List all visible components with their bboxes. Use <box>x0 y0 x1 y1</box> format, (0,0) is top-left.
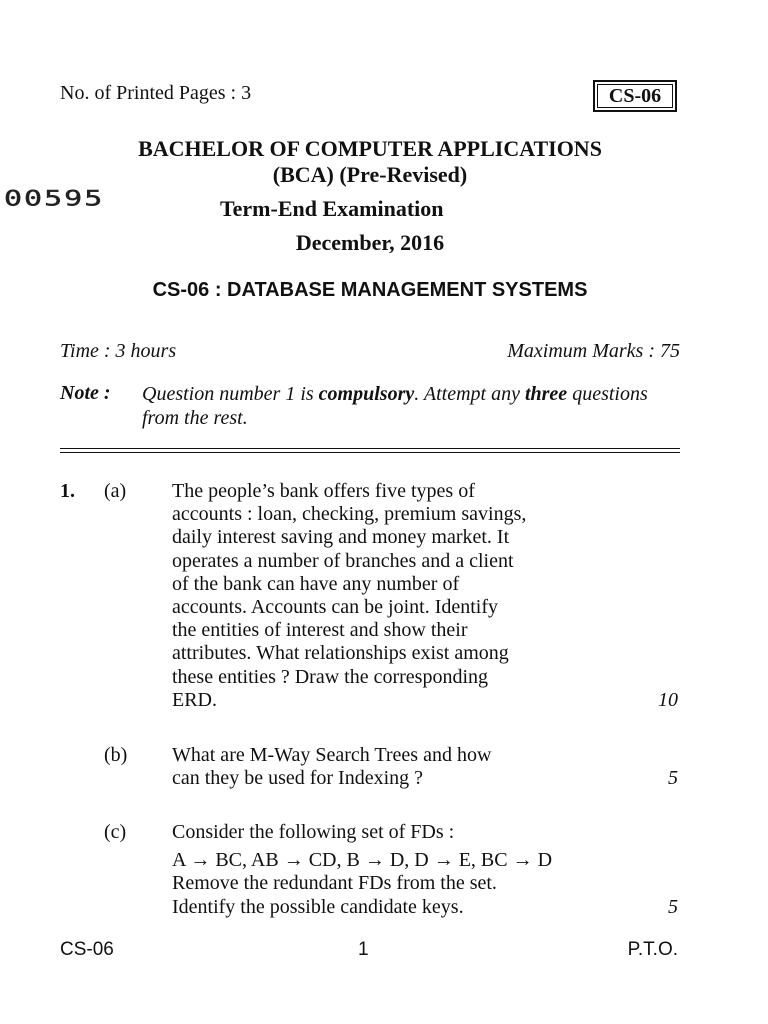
printed-pages-count: No. of Printed Pages : 3 <box>60 82 252 104</box>
serial-number: 00595 <box>4 186 105 212</box>
question-text <box>172 744 630 790</box>
question-line: Remove the redundant FDs from the set. <box>172 872 497 895</box>
question-line: Consider the following set of FDs : <box>172 821 455 843</box>
question-part-label: (a) <box>104 480 127 502</box>
question-marks: 5 <box>668 767 678 789</box>
question-text <box>172 821 630 919</box>
subject-title: CS-06 : DATABASE MANAGEMENT SYSTEMS <box>152 279 588 301</box>
programme-subtitle: (BCA) (Pre-Revised) <box>272 162 468 187</box>
question-line: What are M-Way Search Trees and how <box>172 744 492 766</box>
note-part: questions from the rest. <box>142 383 648 429</box>
question-line: ERD. <box>172 688 217 711</box>
question-line: the entities of interest and show their <box>172 619 468 642</box>
divider-rule <box>60 452 680 453</box>
divider-rule <box>60 448 680 449</box>
maximum-marks: Maximum Marks : 75 <box>507 340 680 362</box>
question-line: accounts. Accounts can be joint. Identify <box>172 596 499 619</box>
question-part-label: (b) <box>104 744 128 766</box>
question-marks: 5 <box>668 896 678 918</box>
question-line: these entities ? Draw the corresponding <box>172 665 489 688</box>
question-number: 1. <box>60 480 75 502</box>
note-label: Note : <box>60 382 111 404</box>
footer-course-code: CS-06 <box>60 939 114 960</box>
course-code-box: CS-06 <box>593 80 677 112</box>
question-line: accounts : loan, checking, premium savings, <box>172 503 527 526</box>
exam-type: Term-End Examination <box>220 196 444 221</box>
note-part: . Attempt any <box>414 383 525 405</box>
programme-title: BACHELOR OF COMPUTER APPLICATIONS <box>138 136 602 161</box>
question-line: The people’s bank offers five types of <box>172 480 475 502</box>
question-line: Identify the possible candidate keys. <box>172 895 464 918</box>
question-line: attributes. What relationships exist among <box>172 642 509 665</box>
footer-pto: P.T.O. <box>627 939 678 960</box>
question-part-label: (c) <box>104 821 127 843</box>
exam-date: December, 2016 <box>295 230 445 255</box>
question-line: can they be used for Indexing ? <box>172 767 424 790</box>
question-line: of the bank can have any number of <box>172 572 460 595</box>
note-emphasis: compulsory <box>318 383 415 405</box>
fd-set-line: A → BC, AB → CD, B → D, D → E, BC → D <box>172 849 553 872</box>
time-allowed: Time : 3 hours <box>60 340 177 362</box>
note-emphasis: three <box>524 383 568 405</box>
question-line: daily interest saving and money market. It <box>172 526 510 549</box>
note-text <box>142 382 680 430</box>
footer-page-number: 1 <box>358 939 369 960</box>
question-line: operates a number of branches and a client <box>172 549 514 572</box>
question-text <box>172 480 630 712</box>
question-marks: 10 <box>658 689 678 711</box>
note-part: Question number 1 is <box>142 383 319 405</box>
